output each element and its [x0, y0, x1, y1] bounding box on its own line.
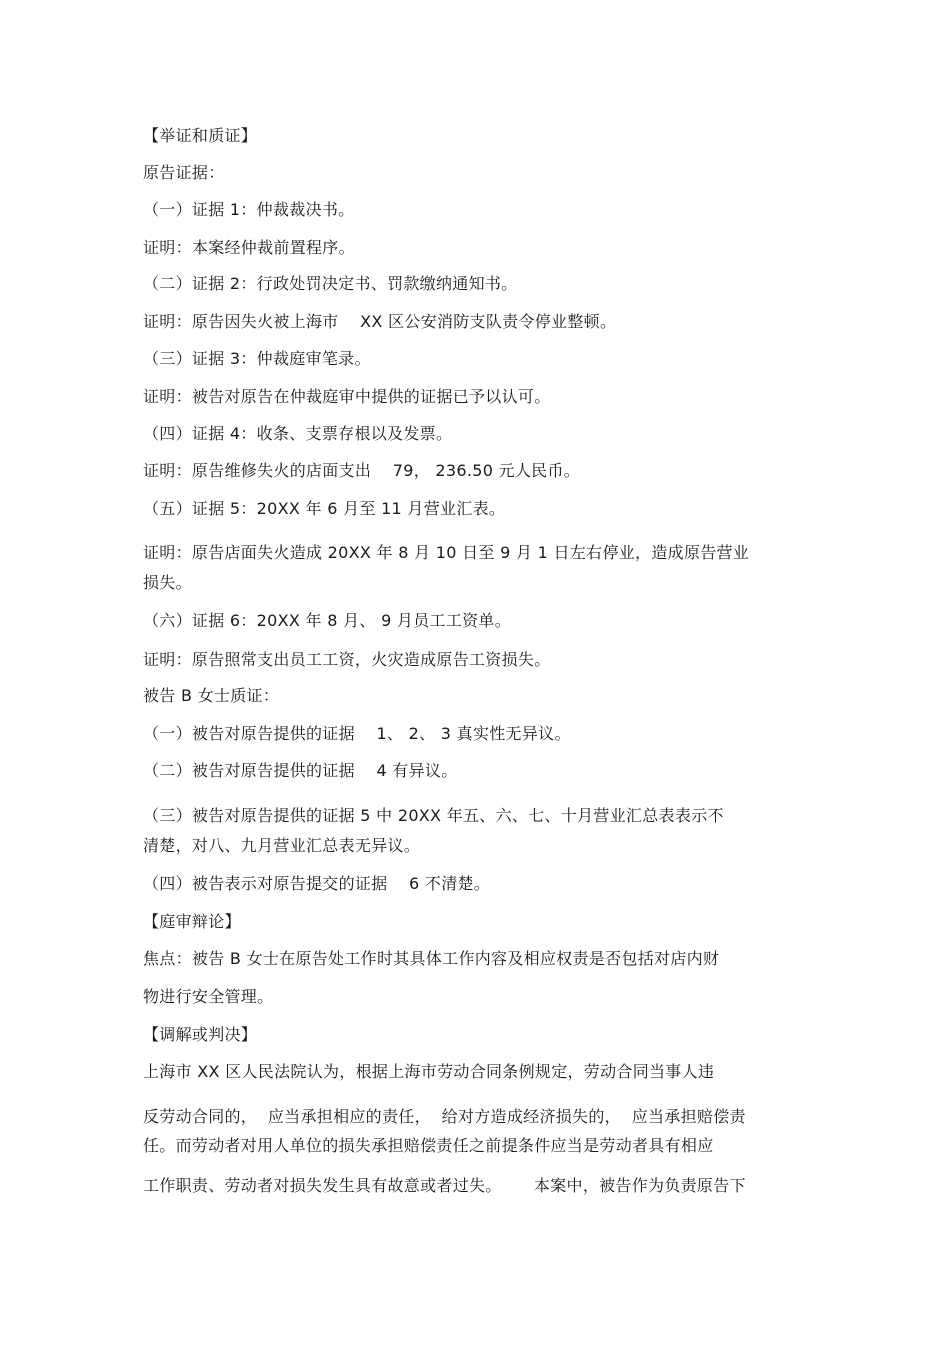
- evidence-proof-2: 证明：原告因失火被上海市 XX 区公安消防支队责令停业整顿。: [143, 312, 617, 331]
- judgment-line3: 任。而劳动者对用人单位的损失承担赔偿责任之前提条件应当是劳动者具有相应: [143, 1136, 714, 1155]
- evidence-proof-6: 证明：原告照常支出员工工资，火灾造成原告工资损失。: [143, 650, 551, 669]
- plaintiff-evidence-label: 原告证据：: [143, 163, 225, 182]
- evidence-proof-5-line2: 损失。: [143, 573, 192, 592]
- crossexam-item-3-line2: 清楚，对八、九月营业汇总表无异议。: [143, 836, 421, 855]
- crossexam-item-3-line1: （三）被告对原告提供的证据 5 中 20XX 年五、六、七、十月营业汇总表表示不: [143, 806, 724, 825]
- section-heading-judgment: 【调解或判决】: [143, 1025, 258, 1044]
- evidence-item-1: （一）证据 1：仲裁裁决书。: [143, 200, 355, 219]
- defendant-crossexam-label: 被告 B 女士质证：: [143, 686, 280, 705]
- evidence-proof-4: 证明：原告维修失火的店面支出 79， 236.50 元人民币。: [143, 461, 581, 480]
- evidence-item-6: （六）证据 6：20XX 年 8 月、 9 月员工工资单。: [143, 611, 512, 630]
- debate-focus-line2: 物进行安全管理。: [143, 987, 274, 1006]
- evidence-proof-5-line1: 证明：原告店面失火造成 20XX 年 8 月 10 日至 9 月 1 日左右停业，造成原告营业: [143, 543, 750, 562]
- judgment-line4: 工作职责、劳动者对损失发生具有故意或者过失。 本案中，被告作为负责原告下: [143, 1176, 746, 1195]
- crossexam-item-2: （二）被告对原告提供的证据 4 有异议。: [143, 761, 458, 780]
- section-heading-debate: 【庭审辩论】: [143, 912, 241, 931]
- crossexam-item-4: （四）被告表示对原告提交的证据 6 不清楚。: [143, 874, 491, 893]
- crossexam-item-1: （一）被告对原告提供的证据 1、 2、 3 真实性无异议。: [143, 724, 571, 743]
- evidence-proof-1: 证明：本案经仲裁前置程序。: [143, 238, 355, 257]
- judgment-line1: 上海市 XX 区人民法院认为，根据上海市劳动合同条例规定，劳动合同当事人违: [143, 1062, 715, 1081]
- evidence-item-4: （四）证据 4：收条、支票存根以及发票。: [143, 424, 453, 443]
- evidence-item-5: （五）证据 5：20XX 年 6 月至 11 月营业汇表。: [143, 499, 506, 518]
- debate-focus-line1: 焦点：被告 B 女士在原告处工作时其具体工作内容及相应权责是否包括对店内财: [143, 949, 720, 968]
- section-heading-evidence: 【举证和质证】: [143, 126, 258, 145]
- judgment-line2: 反劳动合同的， 应当承担相应的责任， 给对方造成经济损失的， 应当承担赔偿责: [143, 1107, 746, 1126]
- evidence-item-3: （三）证据 3：仲裁庭审笔录。: [143, 349, 371, 368]
- evidence-item-2: （二）证据 2：行政处罚决定书、罚款缴纳通知书。: [143, 274, 518, 293]
- evidence-proof-3: 证明：被告对原告在仲裁庭审中提供的证据已予以认可。: [143, 387, 551, 406]
